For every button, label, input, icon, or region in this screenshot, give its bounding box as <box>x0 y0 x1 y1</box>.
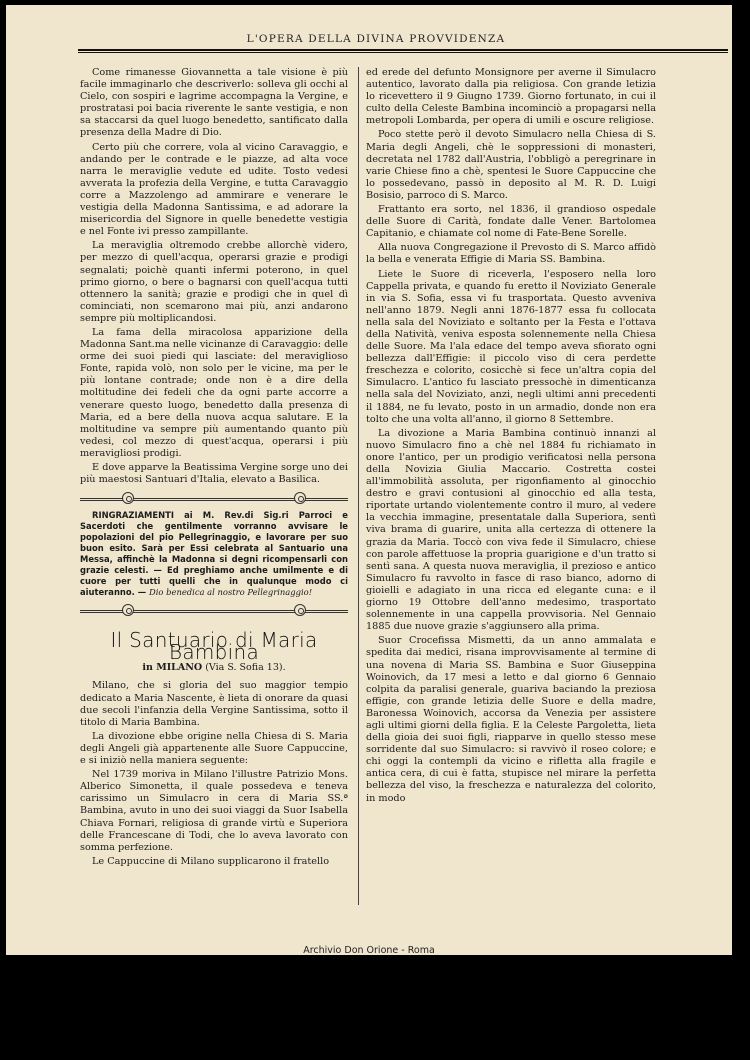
acknowledgement-notice <box>80 510 348 598</box>
document-page <box>6 5 732 955</box>
paragraph: Come rimanesse Giovannetta a tale visione è più facile immaginarlo che descriverlo: solleva gli occhi al Cielo, con sospiri e lagrime accompagna la Vergine, e prostratasi poi bacia riverente le sante vestigia, e non sa staccarsi da quel luogo benedetto, santificato dalla presenza della Madre di Dio. <box>80 67 348 139</box>
paragraph: Certo più che correre, vola al vicino Caravaggio, e andando per le contrade e le piazze, ad alta voce narra le meraviglie vedute ed udite. Tosto vedesi avverata la profezia della Vergine, e tutta Caravaggio corre a Mazzolengo ad ammirare e venerare le vestigia della Madonna Santissima, e ad adorare la misericordia del Signore in quelle benedette vestigia e nel Fonte ivi presso zampillante. <box>80 141 348 238</box>
column-divider <box>358 67 359 905</box>
paragraph: Le Cappuccine di Milano supplicarono il fratello <box>92 855 330 867</box>
ornament-divider <box>80 492 348 504</box>
paragraph: La divozione a Maria Bambina continuò innanzi al nuovo Simulacro fino a chè nel 1884 fu richiamato in onore l'antico, per un prodigio verificatosi nella persona della Novizia Giulia Maccario. Costretta costei all'immobilità assoluta, per rigonfiamento al ginocchio destro e gravi contusioni al ginocchio ed alla testa, riportate urtando violentemente contro il muro, al vedere la vecchia immagine, presentatale dalla Superiora, sentì viva brama di guarire, unita alla certezza di ottenere la grazia da Maria. Toccò con viva fede il Simulacro, chiese con parole affettuose la propria guarigione e d'un tratto si sentì sana. A questa nuova meraviglia, il prezioso e antico Simulacro fu ravvolto in fasce di raso bianco, adorno di gioielli e adagiato in una ricca ed elegante cuna: e il giorno 19 Ottobre dell'anno medesimo, trasportato solennemente in una cappella provvisoria. Nel Gennaio 1885 due nuove grazie s'aggiunsero alla prima. <box>366 427 656 633</box>
paragraph: ed erede del defunto Monsignore per averne il Simulacro autentico, lavorato dalla pia religiosa. Con grande letizia lo ricevettero il 9 Giugno 1739. Giorno fortunato, in cui il culto della Celeste Bambina incominciò a propagarsi nella metropoli Lombarda, per opera di umili e oscure religiose. <box>366 67 656 127</box>
rosette-icon <box>294 492 306 504</box>
ornament-divider <box>80 604 348 616</box>
section-title: Il Santuario di Maria Bambina <box>110 628 318 665</box>
paragraph: Nel 1739 moriva in Milano l'illustre Patrizio Mons. Alberico Simonetta, il quale possedeva e teneva carissimo un Simulacro in cera di Maria SS.ª Bambina, avuto in uno dei suoi viaggi da Suor Isabella Chiava Fornari, religiosa di grande virtù e Superiora delle Francescane di Todi, che lo aveva lavorato con somma perfezione. <box>80 769 348 853</box>
subtitle-city: in MILANO <box>142 662 203 674</box>
rosette-icon <box>122 492 134 504</box>
paragraph: Frattanto era sorto, nel 1836, il grandioso ospedale delle Suore di Carità, fondate dalle Vener. Bartolomea Capitanio, e chiamate col nome di Fate-Bene Sorelle. <box>366 204 656 240</box>
rule-line <box>80 612 348 613</box>
header-rule-secondary <box>78 52 728 53</box>
paragraph: La meraviglia oltremodo crebbe allorchè videro, per mezzo di quell'acqua, operarsi grazie e prodigi segnalati; poichè quanti infermi poterono, in quel primo giorno, o bere o bagnarsi con quell'acqua tutti ottennero la sanità; grazie e prodigi che in quel dì cominciati, non scemarono mai più, anzi andarono sempre più moltiplicandosi. <box>80 240 348 324</box>
paragraph: Milano, che si gloria del suo maggior tempio dedicato a Maria Nascente, è lieta di onorare da quasi due secoli l'infanzia della Vergine Santissima, sotto il titolo di Maria Bambina. <box>80 680 348 728</box>
paragraph: Alla nuova Congregazione il Prevosto di S. Marco affidò la bella e venerata Effigie di Maria SS. Bambina. <box>366 242 656 266</box>
paragraph: Poco stette però il devoto Simulacro nella Chiesa di S. Maria degli Angeli, chè le soppressioni di monasteri, decretata nel 1782 dall'Austria, l'obbligò a peregrinare in varie Chiese fino a chè, spentesi le Suore Cappuccine che lo possedevano, passò in deposito al M. R. D. Luigi Bosisio, parroco di S. Marco. <box>366 129 656 201</box>
rule-line <box>80 610 348 611</box>
rule-line <box>80 498 348 499</box>
subtitle-address: (Via S. Sofia 13). <box>205 662 286 674</box>
paragraph: E dove apparve la Beatissima Vergine sorge uno dei più maestosi Santuari d'Italia, elevato a Basilica. <box>80 462 348 486</box>
notice-signature: Dio benedica al nostro Pellegrinaggio! <box>149 587 313 598</box>
paragraph: Liete le Suore di riceverla, l'esposero nella loro Cappella privata, e quando fu eretto il Noviziato Generale in via S. Sofia, essa vi fu trasportata. Questo avveniva nell'anno 1879. Negli anni 1876-1877 essa fu collocata nella sala del Noviziato e soltanto per la Festa e l'ottava della Natività, veniva esposta solennemente nella Chiesa delle Suore. Ma l'ala edace del tempo aveva sfiorato ogni bellezza dall'Effigie: il piccolo viso di cera perdette freschezza e colorito, cosicchè si fece un'altra copia del Simulacro. L'antico fu lasciato pressochè in dimenticanza nella sala del Noviziato, anzi, negli ultimi anni precedenti il 1884, ne fu levato, posto in un armadio, donde non era tolto che una volta all'anno, il giorno 8 Settembre. <box>366 268 656 425</box>
right-column <box>366 67 656 807</box>
rosette-icon <box>294 604 306 616</box>
paragraph: La divozione ebbe origine nella Chiesa di S. Maria degli Angeli già appartenente alle Suore Cappuccine, e si iniziò nella maniera seguente: <box>80 730 348 767</box>
rosette-icon <box>122 604 134 616</box>
paragraph: La fama della miracolosa apparizione della Madonna Sant.ma nelle vicinanze di Caravaggio: delle orme dei suoi piedi qui lasciate: del meraviglioso Fonte, rapida volò, non solo per le vicine, ma per le più lontane contrade; onde non è a dire della moltitudine dei fedeli che da ogni parte accorre a venerare questo luogo, benedetto dalla presenza di Maria, ed a bere della nuova acqua salutare. E la moltitudine va sempre più aumentando quanto più vedesi, col mezzo di quest'acqua, operarsi i più meravigliosi prodigi. <box>80 326 348 459</box>
paragraph: Suor Crocefissa Mismetti, da un anno ammalata e spedita dai medici, risana improvvisamente al termine di una novena di Maria SS. Bambina e Suor Giuseppina Woinovich, da 17 mesi a letto e dal giorno 6 Gennaio colpita da paralisi generale, guariva baciando la preziosa effigie, con grande letizia delle Suore e della madre, Baronessa Woinovich, accorsa da Venezia per assistere agli ultimi giorni della figlia. E la Celeste Pargoletta, lieta della gioia dei suoi figli, riapparve in quello stesso mese sorridente dal suo Simulacro: si ravvivò il roseo colore; e chi oggi la contempli da vicino e rifletta alla fragile e antica cera, di cui è fatta, stupisce nel mirare la perfetta bellezza del viso, la freschezza e naturalezza del colorito, in modo <box>366 635 656 804</box>
section-subtitle <box>80 662 348 674</box>
header-rule <box>78 49 728 51</box>
left-column <box>80 67 348 870</box>
page-header: L'OPERA DELLA DIVINA PROVVIDENZA <box>246 33 506 45</box>
archive-footer: Archivio Don Orione - Roma <box>303 945 435 955</box>
rule-line <box>80 500 348 501</box>
notice-text: RINGRAZIAMENTI ai M. Rev.di Sig.ri Parroci e Sacerdoti che gentilmente vorranno avvisare le popolazioni del pio Pellegrinaggio, e lavorare per suo buon esito. Sarà per Essi celebrata al Santuario una Messa, affinchè la Madonna si degni ricompensarli con grazie celesti. — Ed preghiamo anche umilmente e di cuore per tutti quelli che in qualunque modo ci aiuteranno. — <box>80 510 348 598</box>
